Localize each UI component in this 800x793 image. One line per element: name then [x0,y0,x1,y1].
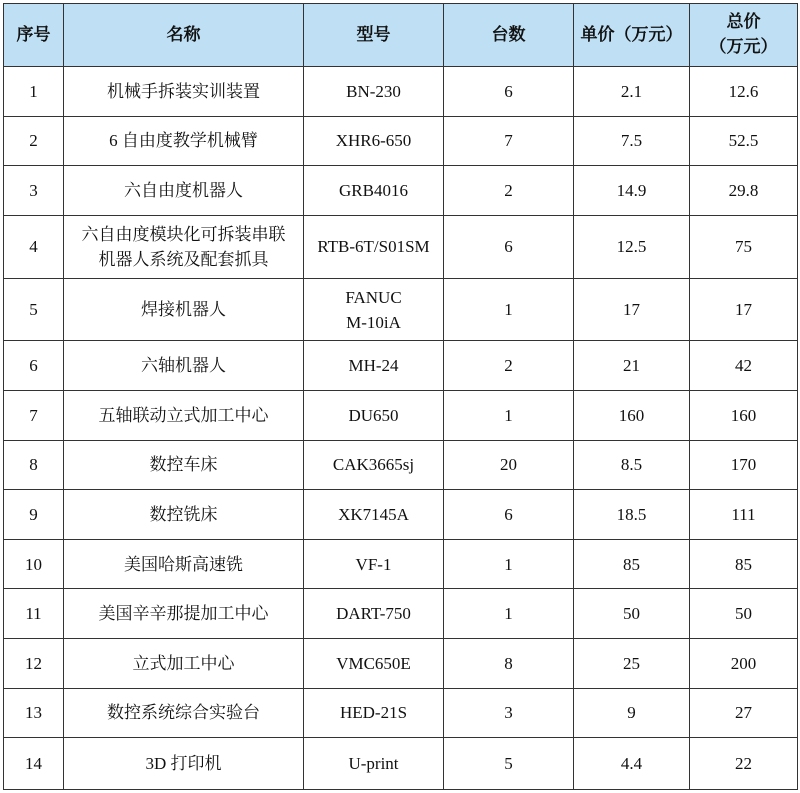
cell-model-line: M-10iA [346,312,401,332]
cell-model [304,67,444,117]
cell-total: 160 [690,391,798,441]
cell-unit-price: 14.9 [574,166,690,216]
cell-unit-price: 25 [574,639,690,689]
table-row [4,688,798,738]
cell-unit-price: 4.4 [574,738,690,790]
cell-name [64,490,304,540]
cell-model [304,738,444,790]
cell-name-line: 6 自由度教学机械臂 [109,131,258,151]
cell-seq: 12 [4,639,64,689]
header-total-line2: （万元） [709,37,778,57]
cell-model [304,589,444,639]
cell-model-line: GRB4016 [339,181,408,201]
cell-unit-price: 2.1 [574,67,690,117]
table-row [4,391,798,441]
cell-model [304,215,444,278]
cell-qty: 6 [444,67,574,117]
header-qty: 台数 [444,4,574,67]
cell-total: 170 [690,440,798,490]
table-row [4,341,798,391]
cell-model [304,278,444,341]
cell-qty: 8 [444,639,574,689]
cell-name-line: 3D 打印机 [145,754,222,774]
cell-total: 17 [690,278,798,341]
header-total [690,4,798,67]
cell-unit-price: 8.5 [574,440,690,490]
cell-name-line: 机器人系统及配套抓具 [98,249,269,269]
cell-total: 200 [690,639,798,689]
table-row [4,738,798,790]
cell-name [64,589,304,639]
table-row [4,67,798,117]
cell-seq: 1 [4,67,64,117]
cell-name [64,688,304,738]
cell-name [64,341,304,391]
header-model: 型号 [304,4,444,67]
cell-qty: 1 [444,589,574,639]
cell-qty: 3 [444,688,574,738]
cell-name-line: 五轴联动立式加工中心 [98,405,269,425]
cell-model [304,116,444,166]
cell-total: 27 [690,688,798,738]
cell-total: 50 [690,589,798,639]
cell-model-line: MH-24 [348,356,399,376]
cell-name [64,440,304,490]
header-seq: 序号 [4,4,64,67]
cell-name [64,278,304,341]
cell-model [304,391,444,441]
cell-model-line: BN-230 [346,81,401,101]
table-row [4,215,798,278]
cell-model [304,440,444,490]
cell-qty: 1 [444,539,574,589]
cell-total: 111 [690,490,798,540]
cell-total: 52.5 [690,116,798,166]
cell-name-line: 美国辛辛那提加工中心 [98,604,269,624]
cell-seq: 10 [4,539,64,589]
cell-qty: 1 [444,278,574,341]
cell-unit-price: 85 [574,539,690,589]
cell-qty: 5 [444,738,574,790]
cell-model-line: FANUC [345,287,402,307]
cell-name-line: 数控车床 [149,455,218,475]
cell-model-line: HED-21S [339,703,408,723]
cell-unit-price: 21 [574,341,690,391]
cell-seq: 11 [4,589,64,639]
equipment-table [3,3,798,790]
cell-model-line: CAK3665sj [332,455,415,475]
cell-model [304,539,444,589]
cell-name [64,166,304,216]
cell-total: 42 [690,341,798,391]
cell-seq: 3 [4,166,64,216]
cell-total: 29.8 [690,166,798,216]
header-total-line1: 总价 [726,12,761,32]
table-header-row [4,4,798,67]
table-row [4,589,798,639]
cell-total: 12.6 [690,67,798,117]
cell-model-line: XHR6-650 [335,131,412,151]
cell-name-line: 数控系统综合实验台 [107,703,260,723]
table-row [4,440,798,490]
header-unit-price: 单价（万元） [574,4,690,67]
cell-unit-price: 12.5 [574,215,690,278]
cell-seq: 6 [4,341,64,391]
cell-name-line: 数控铣床 [149,505,218,525]
cell-qty: 2 [444,166,574,216]
cell-name-line: 立式加工中心 [132,653,235,673]
table-row [4,278,798,341]
cell-model-line: VF-1 [355,554,392,574]
cell-model [304,341,444,391]
cell-model [304,490,444,540]
cell-unit-price: 50 [574,589,690,639]
cell-name [64,391,304,441]
cell-model-line: RTB-6T/S01SM [317,237,430,257]
cell-qty: 7 [444,116,574,166]
cell-name [64,116,304,166]
cell-name-line: 六轴机器人 [141,356,226,376]
cell-model-line: DART-750 [336,604,411,624]
cell-model-line: DU650 [348,405,399,425]
cell-seq: 5 [4,278,64,341]
cell-name-line: 机械手拆装实训装置 [107,81,260,101]
table-row [4,166,798,216]
cell-name-line: 六自由度模块化可拆装串联 [81,224,286,244]
cell-name [64,738,304,790]
cell-qty: 6 [444,215,574,278]
cell-qty: 6 [444,490,574,540]
cell-unit-price: 17 [574,278,690,341]
cell-seq: 9 [4,490,64,540]
cell-seq: 2 [4,116,64,166]
cell-seq: 14 [4,738,64,790]
cell-total: 85 [690,539,798,589]
cell-qty: 2 [444,341,574,391]
cell-unit-price: 7.5 [574,116,690,166]
cell-seq: 7 [4,391,64,441]
cell-name [64,639,304,689]
cell-unit-price: 18.5 [574,490,690,540]
cell-unit-price: 9 [574,688,690,738]
cell-model [304,166,444,216]
cell-name [64,539,304,589]
cell-name-line: 六自由度机器人 [124,181,243,201]
table-row [4,639,798,689]
cell-seq: 13 [4,688,64,738]
cell-seq: 4 [4,215,64,278]
cell-total: 75 [690,215,798,278]
cell-model-line: VMC650E [336,653,411,673]
cell-model-line: XK7145A [338,505,409,525]
cell-model [304,688,444,738]
cell-name-line: 焊接机器人 [141,300,226,319]
cell-unit-price: 160 [574,391,690,441]
cell-total: 22 [690,738,798,790]
cell-name-line: 美国哈斯高速铣 [124,554,243,574]
cell-model [304,639,444,689]
cell-name [64,215,304,278]
cell-seq: 8 [4,440,64,490]
cell-model-line: U-print [348,754,399,774]
cell-qty: 20 [444,440,574,490]
cell-qty: 1 [444,391,574,441]
table-body [4,67,798,790]
table-row [4,116,798,166]
cell-name [64,67,304,117]
table-row [4,539,798,589]
header-name: 名称 [64,4,304,67]
table-row [4,490,798,540]
